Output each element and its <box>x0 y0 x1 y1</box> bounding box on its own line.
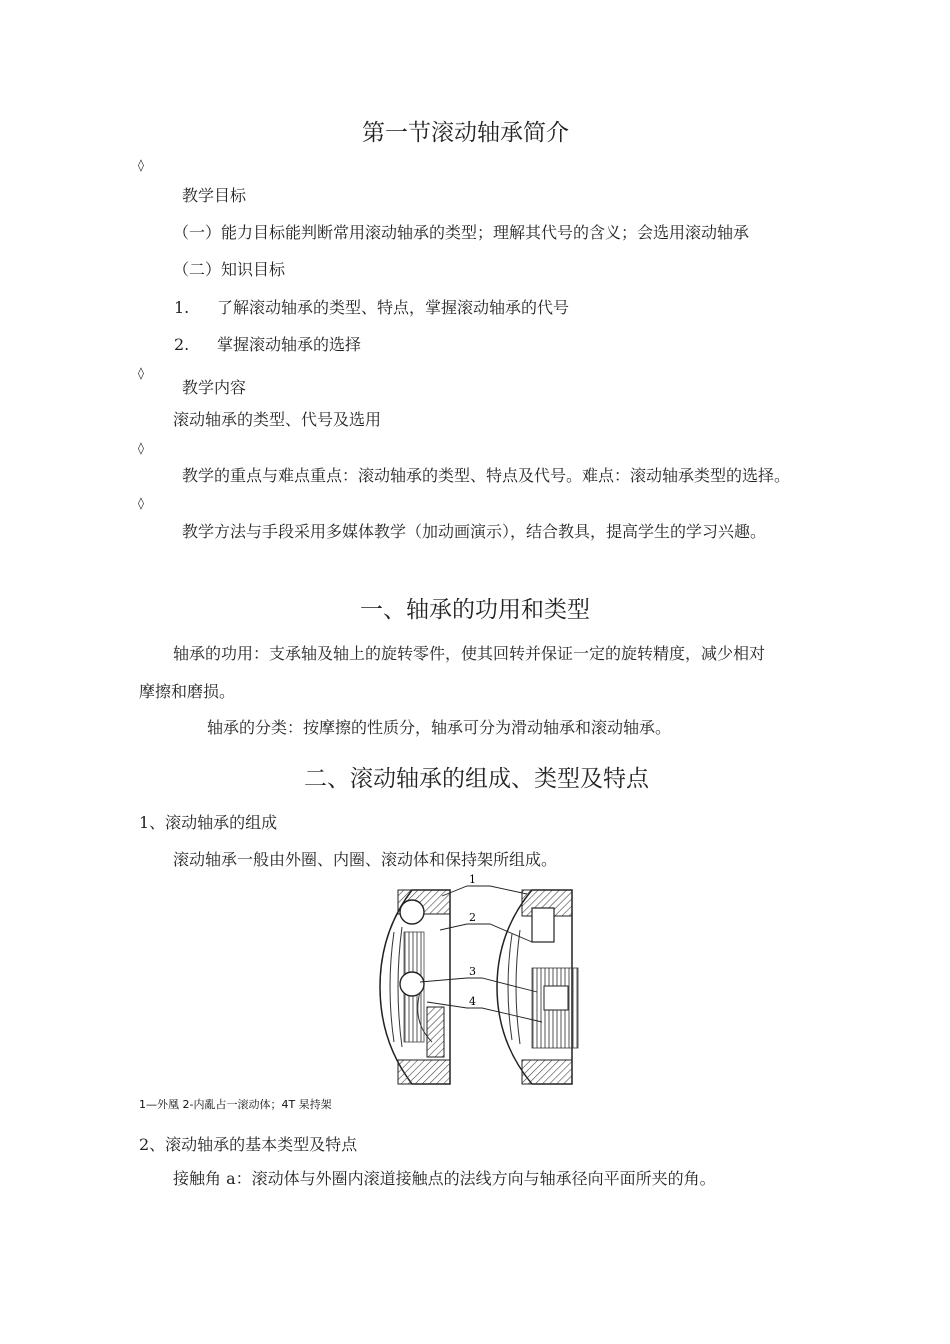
content-text: 滚动轴承的类型、代号及选用 <box>173 410 382 429</box>
key-points: 教学的重点与难点重点：滚动轴承的类型、特点及代号。难点：滚动轴承类型的选择。 <box>182 466 791 485</box>
function-line-1: 轴承的功用：支承轴及轴上的旋转零件，使其回转并保证一定的旋转精度，减少相对 <box>173 644 766 663</box>
roller-bearing-drawing <box>497 890 578 1084</box>
figure-caption: 1—外凰 2-内亂占一滚动体；4T 杲持架 <box>139 1098 332 1111</box>
contact-angle-text: 接触角 a：滚动体与外圈内滚道接触点的法线方向与轴承径向平面所夹的角。 <box>173 1169 716 1188</box>
label-inner-ring: 2 <box>469 911 476 924</box>
label-cage: 4 <box>469 995 476 1008</box>
bullet-4: ◊ <box>138 496 144 510</box>
page-title: 第一节滚动轴承简介 <box>362 120 569 146</box>
classification-text: 轴承的分类：按摩擦的性质分，轴承可分为滑动轴承和滚动轴承。 <box>207 718 672 737</box>
bullet-1: ◊ <box>138 158 144 172</box>
label-outer-ring: 1 <box>469 873 476 886</box>
knowledge-item-2-number: 2. <box>174 335 190 354</box>
label-rolling-element: 3 <box>469 965 476 978</box>
knowledge-item-1-number: 1. <box>174 298 190 317</box>
bullet-3: ◊ <box>138 441 144 455</box>
subsection-1-title: 1、滚动轴承的组成 <box>139 813 278 832</box>
bullet-2: ◊ <box>138 366 144 380</box>
content-heading: 教学内容 <box>182 378 247 397</box>
objective-ability: （一）能力目标能判断常用滚动轴承的类型；理解其代号的含义；会选用滚动轴承 <box>173 223 750 242</box>
ball-bearing-drawing <box>380 890 450 1084</box>
knowledge-item-2-text: 掌握滚动轴承的选择 <box>217 335 362 354</box>
bearing-diagram <box>372 872 582 1094</box>
subsection-2-title: 2、滚动轴承的基本类型及特点 <box>139 1135 358 1154</box>
section-2-title: 二、滚动轴承的组成、类型及特点 <box>304 766 649 792</box>
objectives-heading: 教学目标 <box>182 186 247 205</box>
function-line-2: 摩擦和磨损。 <box>139 682 236 701</box>
section-1-title: 一、轴承的功用和类型 <box>360 597 590 623</box>
knowledge-item-1-text: 了解滚动轴承的类型、特点，掌握滚动轴承的代号 <box>217 298 570 317</box>
objective-knowledge: （二）知识目标 <box>173 260 286 279</box>
subsection-1-text: 滚动轴承一般由外圈、内圈、滚动体和保持架所组成。 <box>173 850 558 869</box>
teaching-methods: 教学方法与手段采用多媒体教学（加动画演示），结合教具，提高学生的学习兴趣。 <box>182 522 767 541</box>
